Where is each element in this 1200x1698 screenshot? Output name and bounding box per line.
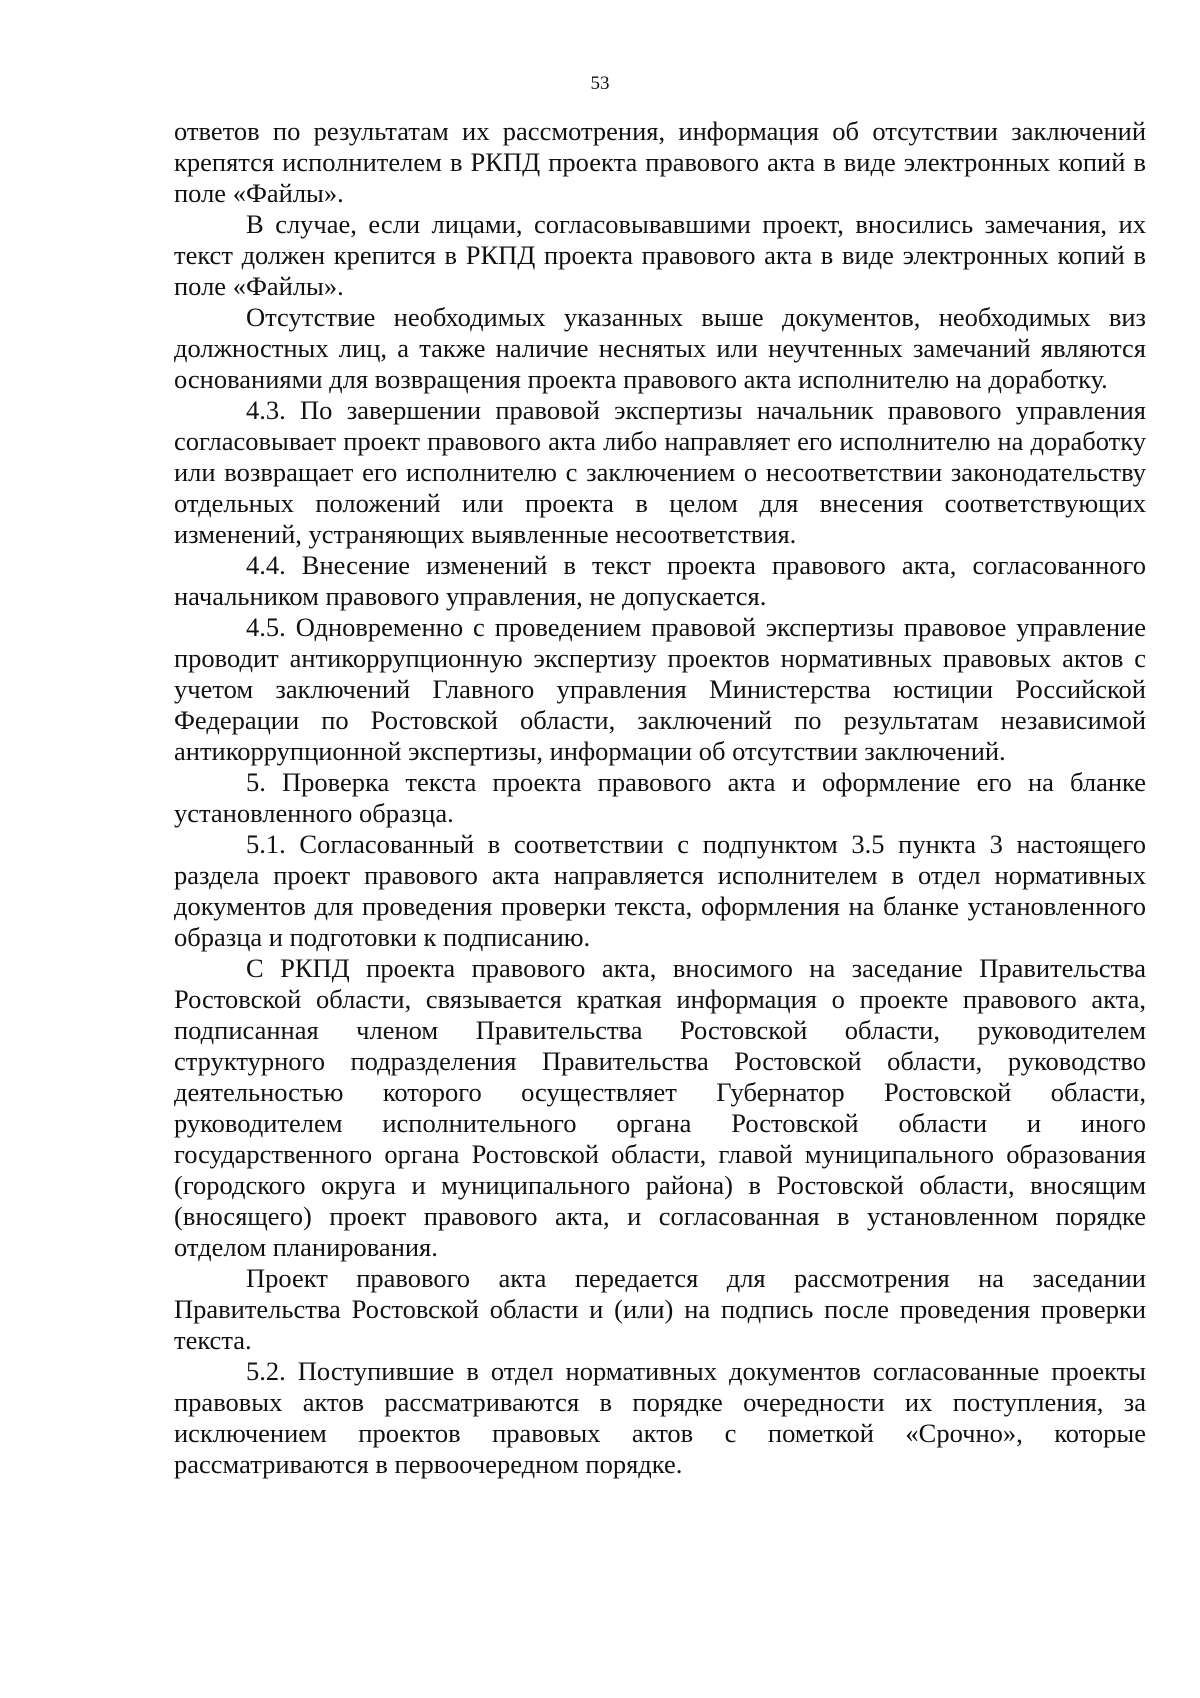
paragraph-transfer: Проект правового акта передается для рассмотрения на заседании Правительства Ростовской области и (или) на подпись после проведения проверки текста.: [174, 1263, 1146, 1355]
paragraph-5-2: 5.2. Поступившие в отдел нормативных документов согласованные проекты правовых актов рассматриваются в порядке очередности их поступления, за исключением проектов правовых актов с пометкой «Срочно», которые рассматриваются в первоочередном порядке.: [174, 1356, 1146, 1479]
paragraph-4-4: 4.4. Внесение изменений в текст проекта правового акта, согласованного начальником правового управления, не допускается.: [174, 550, 1146, 611]
paragraph-remarks: В случае, если лицами, согласовывавшими проект, вносились замечания, их текст должен крепится в РКПД проекта правового акта в виде электронных копий в поле «Файлы».: [174, 209, 1146, 301]
paragraph-4-3: 4.3. По завершении правовой экспертизы начальник правового управления согласовывает проект правового акта либо направляет его исполнителю на доработку или возвращает его исполнителю с заключением о несоответствии законодательству отдельных положений или проекта в целом для внесения соответствующих изменений, устраняющих выявленные несоответствия.: [174, 395, 1146, 549]
paragraph-return-grounds: Отсутствие необходимых указанных выше документов, необходимых виз должностных лиц, а также наличие неснятых или неучтенных замечаний являются основаниями для возвращения проекта правового акта исполнителю на доработку.: [174, 302, 1146, 394]
document-body: [174, 116, 1146, 1480]
paragraph-4-5: 4.5. Одновременно с проведением правовой экспертизы правовое управление проводит антикоррупционную экспертизу проектов нормативных правовых актов с учетом заключений Главного управления Министерства юстиции Российской Федерации по Ростовской области, заключений по результатам независимой антикоррупционной экспертизы, информации об отсутствии заключений.: [174, 612, 1146, 766]
page-number: 53: [590, 73, 610, 94]
paragraph-rkpd-info: С РКПД проекта правового акта, вносимого на заседание Правительства Ростовской области, связывается краткая информация о проекте правового акта, подписанная членом Правительства Ростовской области, руководителем структурного подразделения Правительства Ростовской области, руководство деятельностью которого осуществляет Губернатор Ростовской области, руководителем исполнительного органа Ростовской области и иного государственного органа Ростовской области, главой муниципального образования (городского округа и муниципального района) в Ростовской области, вносящим (вносящего) проект правового акта, и согласованная в установленном порядке отделом планирования.: [174, 953, 1146, 1262]
paragraph-continuation: ответов по результатам их рассмотрения, информация об отсутствии заключений крепятся исполнителем в РКПД проекта правового акта в виде электронных копий в поле «Файлы».: [174, 116, 1146, 208]
paragraph-5-1: 5.1. Согласованный в соответствии с подпунктом 3.5 пункта 3 настоящего раздела проект правового акта направляется исполнителем в отдел нормативных документов для проведения проверки текста, оформления на бланке установленного образца и подготовки к подписанию.: [174, 829, 1146, 952]
paragraph-5: 5. Проверка текста проекта правового акта и оформление его на бланке установленного образца.: [174, 767, 1146, 828]
